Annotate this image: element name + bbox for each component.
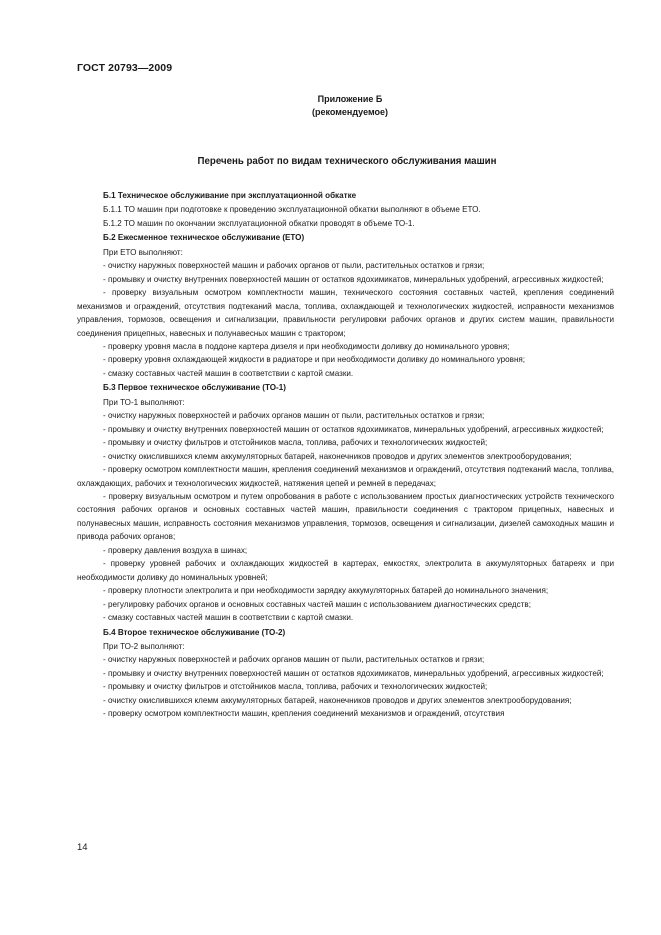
list-item: - проверку уровня масла в поддоне картера дизеля и при необходимости доливку до номинального уровня;	[103, 341, 510, 351]
list-item: - промывку и очистку фильтров и отстойников масла, топлива, рабочих и технологических жидкостей;	[103, 682, 488, 692]
list-item: - очистку окислившихся клемм аккумуляторных батарей, наконечников проводов и других элементов электрооборудования;	[103, 451, 572, 461]
page-number: 14	[77, 842, 88, 853]
paragraph: Б.1.2 ТО машин по окончании эксплуатационной обкатки проводят в объеме ТО-1.	[103, 218, 415, 228]
list-item: - смазку составных частей машин в соответствии с картой смазки.	[103, 368, 354, 378]
list-item: - проверку осмотром комплектности машин, крепления соединений механизмов и ограждений, отсутствия	[103, 709, 505, 719]
list-item: - смазку составных частей машин в соответствии с картой смазки.	[103, 613, 354, 623]
section-heading: Б.3 Первое техническое обслуживание (ТО-1)	[103, 383, 286, 393]
list-item: - промывку и очистку фильтров и отстойников масла, топлива, рабочих и технологических жидкостей;	[103, 438, 488, 448]
list-item: - очистку наружных поверхностей машин и рабочих органов от пыли, растительных остатков и грязи;	[103, 261, 485, 271]
annex-status: (рекомендуемое)	[312, 107, 388, 117]
list-item: - проверку визуальным осмотром и путем опробования в работе с использованием простых диагностических устройств технического состояния рабочих органов и основных составных частей машин, правильности соединения с трактором прицепных, навесных и полунавесных машин, исправность состояния механизмов управления, тормозов, освещения и сигнализации, дизелей самоходных машин и привода рабочих органов;	[77, 491, 614, 542]
list-item: - промывку и очистку внутренних поверхностей машин от остатков ядохимикатов, минеральных удобрений, агрессивных жидкостей;	[103, 424, 604, 434]
section-title: Перечень работ по видам технического обслуживания машин	[197, 156, 497, 167]
list-item: - очистку окислившихся клемм аккумуляторных батарей, наконечников проводов и других элементов электрооборудования;	[103, 695, 572, 705]
paragraph: При ТО-2 выполняют:	[103, 641, 185, 651]
list-item: - проверку осмотром комплектности машин, крепления соединений механизмов и ограждений, отсутствия подтеканий масла, топлива, охлаждающих, рабочих и технологических жидкостей, натяжения цепей и ремней в передачах;	[77, 465, 614, 488]
list-item: - промывку и очистку внутренних поверхностей машин от остатков ядохимикатов, минеральных удобрений, агрессивных жидкостей;	[103, 274, 604, 284]
paragraph: Б.1.1 ТО машин при подготовке к проведению эксплуатационной обкатки выполняют в объеме ЕТО.	[103, 205, 481, 215]
list-item: - регулировку рабочих органов и основных составных частей машин с использованием диагностических средств;	[103, 599, 531, 609]
list-item: - очистку наружных поверхностей и рабочих органов машин от пыли, растительных остатков и грязи;	[103, 655, 485, 665]
annex-title: Приложение Б	[317, 94, 383, 104]
paragraph: При ТО-1 выполняют:	[103, 397, 185, 407]
annex-label	[250, 93, 450, 119]
list-item: - проверку уровня охлаждающей жидкости в радиаторе и при необходимости доливку до номинального уровня;	[103, 355, 526, 365]
list-item: - проверку давления воздуха в шинах;	[103, 545, 248, 555]
paragraph: При ЕТО выполняют:	[103, 247, 183, 257]
document-code-header: ГОСТ 20793—2009	[77, 62, 173, 74]
list-item: - проверку визуальным осмотром комплектности машин, технического состояния составных частей, крепления соединений механизмов и ограждений, отсутствия подтеканий масла, топлива, охлаждающей и технологических жидкостей, исправности механизмов управления, тормозов, освещения и сигнализации, правильности регулировки рабочих органов и других систем машин, правильности соединения прицепных, навесных и полунавесных машин с трактором;	[77, 288, 614, 338]
section-heading: Б.4 Второе техническое обслуживание (ТО-2)	[103, 627, 286, 637]
section-heading: Б.2 Ежесменное техническое обслуживание (ЕТО)	[103, 233, 305, 243]
list-item: - проверку плотности электролита и при необходимости зарядку аккумуляторных батарей до номинального значения;	[103, 586, 549, 596]
list-item: - промывку и очистку внутренних поверхностей машин от остатков ядохимикатов, минеральных удобрений, агрессивных жидкостей;	[103, 668, 604, 678]
list-item: - проверку уровней рабочих и охлаждающих жидкостей в картерах, емкостях, электролита в аккумуляторных батареях и при необходимости доливку до номинальных уровней;	[77, 559, 614, 582]
list-item: - очистку наружных поверхностей и рабочих органов машин от пыли, растительных остатков и грязи;	[103, 411, 485, 421]
document-body	[77, 188, 614, 721]
section-heading: Б.1 Техническое обслуживание при эксплуатационной обкатке	[103, 191, 357, 200]
